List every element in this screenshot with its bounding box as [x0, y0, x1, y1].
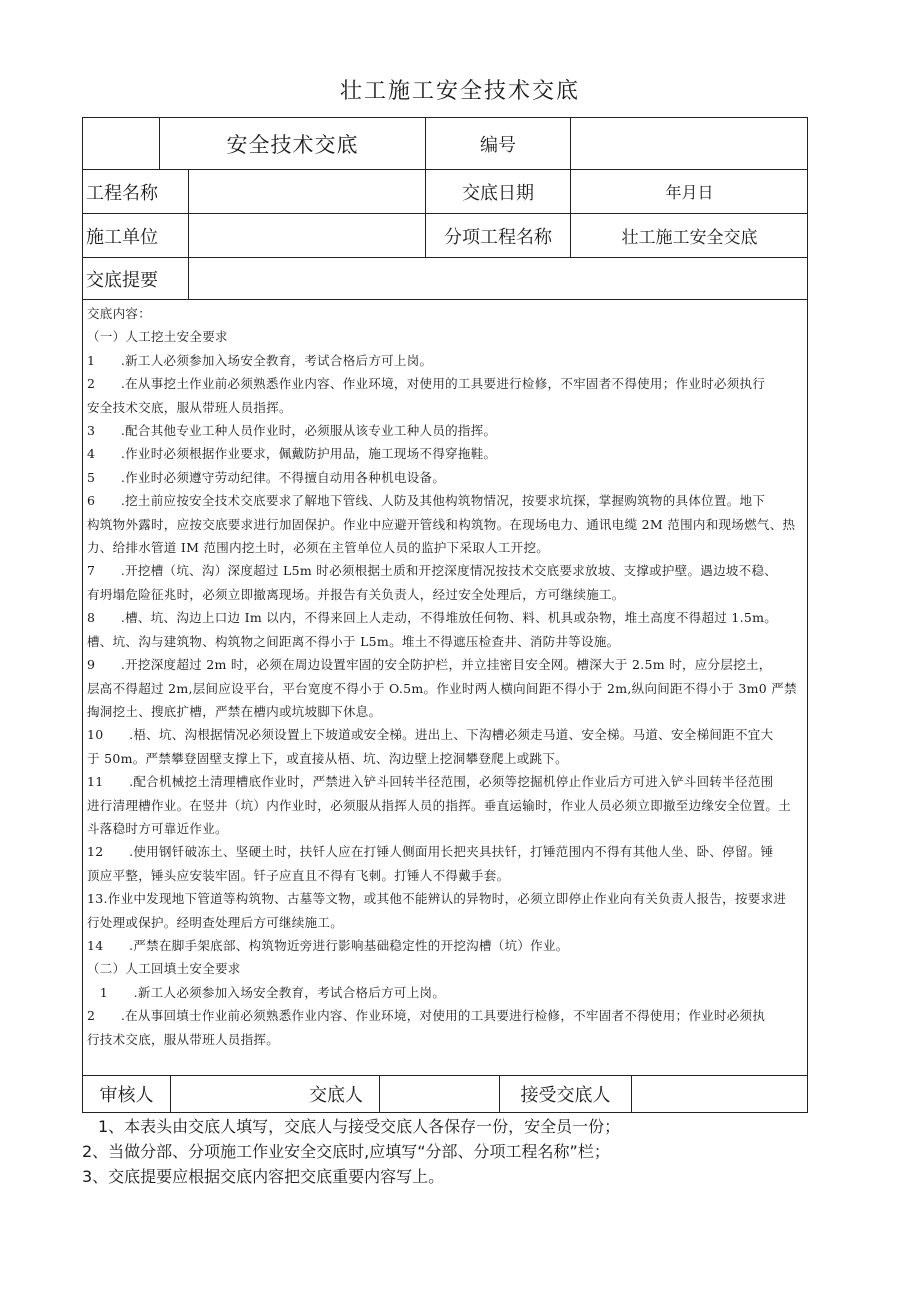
footnote-line: 2、当做分部、分项施工作业安全交底时,应填写“分部、分项工程名称”栏； — [82, 1142, 610, 1161]
content-line: （二）人工回填土安全要求 — [87, 961, 241, 977]
receiver-label: 接受交底人 — [520, 1085, 611, 1106]
content-line: 6 .挖土前应按安全技术交底要求了解地下管线、人防及其他构筑物情况，按要求坑探，掌握购筑物的具体位置。地下 — [87, 493, 766, 509]
content-line: （一）人工挖土安全要求 — [87, 329, 228, 345]
content-line: 斗落稳时方可靠近作业。 — [87, 820, 228, 836]
discloser-label: 交底人 — [309, 1085, 363, 1106]
content-line: 顶应平整，锤头应安装牢固。钎子应直且不得有飞刺。打锤人不得戴手套。 — [87, 867, 510, 883]
content-line: 3 .配合其他专业工种人员作业时，必须服从该专业工种人员的指挥。 — [87, 423, 497, 439]
content-line: 行处理或保护。经明查处理后方可继续施工。 — [87, 914, 344, 930]
signoff-row — [82, 1075, 808, 1113]
content-line: 交底内容： — [87, 306, 152, 321]
content-line: 进行清理槽作业。在竖井（坑）内作业时，必须服从指挥人员的指挥。垂直运输时，作业人员必须立即撤至边缘安全位置。土 — [87, 797, 792, 813]
content-line: 5 .作业时必须遵守劳动纪律。不得擅自动用各种机电设备。 — [87, 469, 446, 485]
disclosure-content — [82, 300, 808, 1075]
table-rule — [379, 1076, 380, 1112]
receiver-field[interactable] — [632, 1076, 807, 1112]
content-line: 1 .新工人必须参加入场安全教育，考试合格后方可上岗。 — [87, 352, 433, 368]
content-line: 构筑物外露时，应按交底要求进行加固保护。作业中应避开管线和构筑物。在现场电力、通讯电缆 2M 范围内和现场燃气、热 — [87, 516, 796, 532]
date-label: 交底日期 — [462, 182, 534, 204]
content-line: 力、给排水管道 IM 范围内挖土时，必须在主管单位人员的监护下采取人工开挖。 — [87, 540, 550, 556]
content-line: 14 .严禁在脚手架底部、构筑物近旁进行影响基础稳定性的开挖沟槽（坑）作业。 — [87, 937, 569, 953]
content-line: 8 .槽、坑、沟边上口边 Im 以内，不得来回上人走动，不得堆放任何物、料、机具或杂物，堆土高度不得超过 1.5m。 — [87, 610, 778, 626]
unit-field[interactable] — [189, 214, 425, 257]
footnotes — [82, 1114, 822, 1189]
content-line: 13.作业中发现地下管道等构筑物、古墓等文物，或其他不能辨认的异物时，必须立即停止作业向有关负责人报告，按要求进 — [87, 891, 787, 907]
content-line: 2 .在从事回填士作业前必须熟悉作业内容、作业环境，对使用的工具要进行检修，不牢固者不得使用；作业时必须执 — [87, 1008, 766, 1024]
reviewer-label: 审核人 — [99, 1085, 154, 1106]
content-line: 10 .梧、坑、沟根据情况必须设置上下坡道或安全梯。进出上、下沟槽必须走马道、安全梯。马道、安全梯间距不宜大 — [87, 727, 774, 743]
content-line: 7 .开挖槽（坑、沟）深度超过 L5m 时必须根据土质和开挖深度情况按技术交底要求放坡、支撑或护壁。遇边坡不稳、 — [87, 563, 778, 579]
date-field[interactable]: 年月日 — [665, 183, 714, 202]
content-line: 有坍塌危险征兆时，必须立即撤离现场。并报告有关负责人，经过安全处理后，方可继续施工。 — [87, 586, 625, 602]
content-line: 掏洞挖土、搜底扩槽，严禁在槽内或坑坡脚下休息。 — [87, 703, 382, 719]
doc-type-heading: 安全技术交底 — [226, 132, 359, 157]
subproject-field[interactable]: 壮工施工安全交底 — [621, 228, 758, 248]
project-name-label: 工程名称 — [86, 182, 158, 204]
project-name-field[interactable] — [189, 170, 425, 213]
content-line: 12 .使用钢钎破冻土、坚硬土时，扶钎人应在打锤人侧面用长把夹具扶钎，打锤范围内不得有其他人坐、卧、停留。锤 — [87, 844, 774, 860]
footnote-line: 3、交底提要应根据交底内容把交底重要内容写上。 — [82, 1167, 445, 1186]
number-label: 编号 — [480, 134, 516, 156]
summary-label: 交底提要 — [86, 270, 158, 291]
content-line: 2 .在从事挖土作业前必须熟悉作业内容、作业环境，对使用的工具要进行检修，不牢固者不得使用；作业时必须执行 — [87, 376, 766, 392]
number-field[interactable] — [571, 118, 808, 169]
content-line: 层高不得超过 2m,层间应设平台，平台宽度不得小于 O.5m。作业时两人横向间距不得小于 2m,纵向间距不得小于 3m0 严禁 — [87, 680, 797, 696]
document-title: 壮工施工安全技术交底 — [339, 79, 580, 104]
content-line: 1 .新工人必须参加入场安全教育，考试合格后方可上岗。 — [87, 984, 446, 1000]
content-line: 安全技术交底，服从带班人员指挥。 — [87, 399, 292, 415]
unit-label: 施工单位 — [86, 226, 158, 248]
content-line: 9 .开挖深度超过 2m 时，必须在周边设置牢固的安全防护栏，并立挂密目安全网。槽深大于 2.5m 时，应分层挖土， — [87, 657, 772, 673]
content-line: 4 .作业时必须根据作业要求，佩戴防护用品，施工现场不得穿拖鞋。 — [87, 446, 497, 462]
subproject-label: 分项工程名称 — [444, 226, 552, 248]
footnote-line: 1、本表头由交底人填写，交底人与接受交底人各保存一份，安全员一份； — [98, 1117, 621, 1136]
content-line: 槽、坑、沟与建筑物、构筑物之间距离不得小于 L5m。堆土不得遮压检查井、消防井等设施。 — [87, 633, 620, 649]
summary-field[interactable] — [189, 258, 807, 300]
header-table — [82, 117, 808, 300]
content-line: 行技术交底，服从带班人员指挥。 — [87, 1031, 280, 1047]
content-line: 于 50m。严禁攀登固壁支撑上下，或直接从梧、坑、沟边壁上挖洞攀登爬上或跳下。 — [87, 750, 568, 766]
content-line: 11 .配合机械挖土清理槽底作业时，严禁进入铲斗回转半径范围，必须等挖掘机停止作业后方可进入铲斗回转半径范围 — [87, 774, 774, 790]
